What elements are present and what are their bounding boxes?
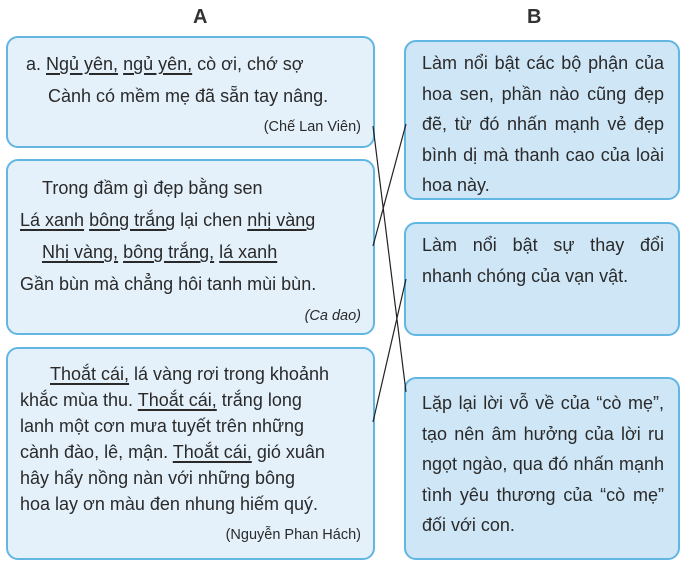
underlined-phrase: nhị vàng	[247, 210, 316, 230]
underlined-phrase: Lá xanh	[20, 210, 85, 230]
underlined-phrase: Thoắt cái,	[172, 442, 252, 462]
text-segment: Gần bùn mà chẳng hôi tanh mùi bùn.	[20, 274, 317, 294]
text-segment: hoa lay ơn màu đen nhung hiếm quý.	[20, 494, 319, 514]
underlined-phrase: Thoắt cái,	[137, 390, 217, 410]
underlined-phrase: bông trắng,	[123, 242, 215, 262]
effect-2-text: Làm nổi bật sự thay đổi nhanh chóng của vạn vật.	[422, 235, 664, 286]
quote-2-author: (Ca dao)	[304, 308, 361, 324]
text-segment: cành đào, lê, mận.	[20, 442, 173, 462]
text-segment: khắc mùa thu.	[20, 390, 138, 410]
text-segment: lanh một cơn mưa tuyết trên những	[20, 416, 305, 436]
effect-3-text: Lặp lại lời vỗ về của “cò mẹ”, tạo nên âm hưởng của lời ru ngọt ngào, qua đó nhấn mạnh tình yêu thương của “cò mẹ” đối với con.	[422, 393, 664, 535]
text-segment: a.	[26, 54, 47, 74]
text-segment: lá vàng rơi trong khoảnh	[129, 364, 329, 384]
text-segment: Trong đầm gì đẹp bằng sen	[42, 178, 263, 198]
text-segment: Cành có mềm mẹ đã sẵn tay nâng.	[48, 86, 329, 106]
text-segment: lại chen	[175, 210, 248, 230]
text-segment: cò ơi, chớ sợ	[192, 54, 304, 74]
underlined-phrase: lá xanh	[219, 242, 278, 262]
underlined-phrase: Thoắt cái,	[50, 364, 130, 384]
text-segment: gió xuân	[251, 442, 325, 462]
underlined-phrase: Nhị vàng,	[42, 242, 119, 262]
underlined-phrase: ngủ yên,	[123, 54, 193, 74]
quote-3-author: (Nguyễn Phan Hách)	[225, 527, 361, 543]
column-a-header: A	[193, 6, 208, 28]
quote-1-author: (Chế Lan Viên)	[263, 119, 361, 135]
underlined-phrase: bông trắng	[89, 210, 176, 230]
text-segment: trắng long	[216, 390, 302, 410]
connector-a2-b1	[373, 124, 406, 246]
underlined-phrase: Ngủ yên,	[46, 54, 119, 74]
effect-1-text: Làm nổi bật các bộ phận của hoa sen, phần nào cũng đẹp đẽ, từ đó nhấn mạnh vẻ đẹp bình dị mà thanh cao của loài hoa này.	[422, 53, 664, 195]
column-b-header: B	[527, 6, 542, 28]
text-segment: hây hẩy nồng nàn với những bông	[20, 468, 296, 488]
